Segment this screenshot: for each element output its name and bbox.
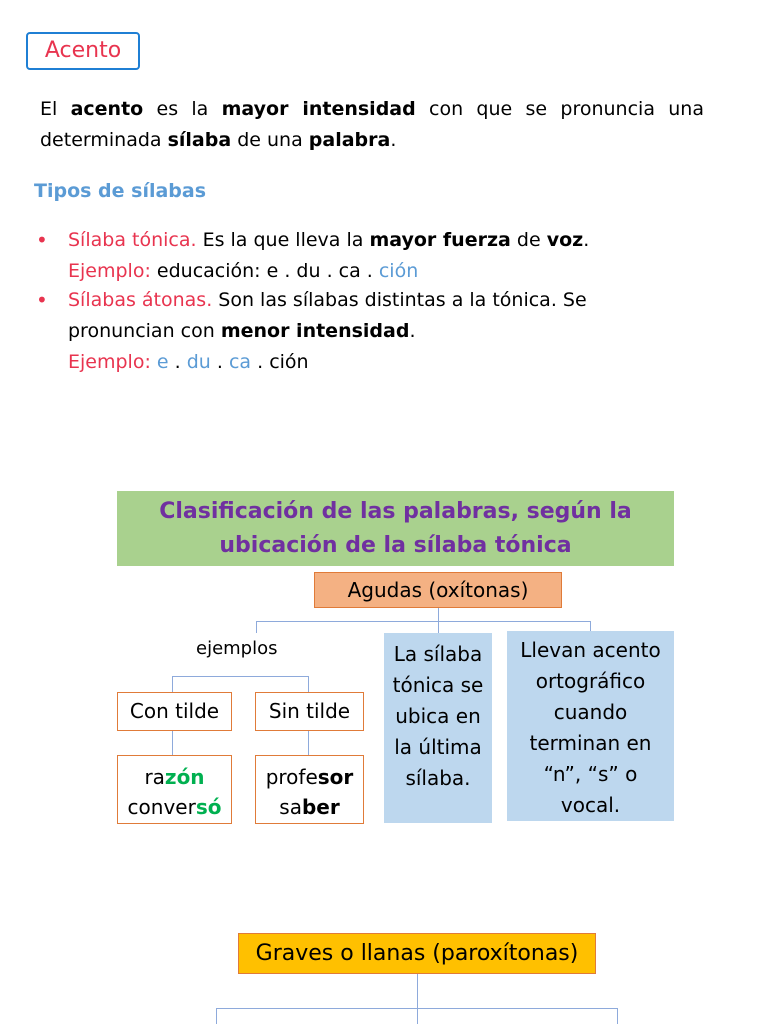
rule-line: ubica en: [395, 704, 481, 728]
agudas-box: Agudas (oxítonas): [314, 572, 562, 608]
rule-line: tónica se: [392, 673, 484, 697]
example-separator: .: [168, 351, 187, 373]
example-stressed-syllable: ción: [378, 260, 419, 282]
bullet-line: [36, 225, 589, 256]
bullet-text: Es la que lleva la: [196, 229, 370, 251]
bullet-dot-icon: •: [36, 288, 48, 312]
types-heading: Tipos de sílabas: [34, 180, 207, 202]
rule-line: terminan en: [529, 731, 652, 755]
bullet-text: .: [583, 229, 590, 251]
bullet-bold: voz: [546, 229, 584, 251]
definition-text: de una: [231, 129, 309, 151]
sin-tilde-examples-box: [255, 755, 364, 824]
connector-line: [417, 974, 418, 1008]
rule-line: vocal.: [560, 793, 621, 817]
bullet-text: pronuncian con: [68, 320, 221, 342]
word-stressed-part: ber: [301, 795, 340, 819]
word-part: sa: [279, 795, 302, 819]
bullet-label: Sílaba tónica.: [68, 229, 197, 251]
connector-line: [617, 1008, 618, 1024]
connector-line: [172, 676, 173, 692]
rule-line: la última: [394, 735, 482, 759]
example-line: [36, 256, 589, 287]
bullet-text: Son las sílabas distintas a la tónica. Se: [212, 289, 587, 311]
definition-bold: acento: [70, 98, 144, 120]
bullet-label: Sílabas átonas.: [68, 289, 213, 311]
con-tilde-box: Con tilde: [117, 692, 232, 731]
example-word: [118, 792, 231, 822]
rule-line: Llevan acento: [520, 638, 661, 662]
definition-bold: palabra: [308, 129, 391, 151]
rule-tonica-box: [384, 633, 492, 823]
example-word: [256, 762, 363, 792]
rule-acento-box: [507, 631, 674, 821]
example-label: Ejemplo:: [68, 351, 151, 373]
example-unstressed-syllable: du: [186, 351, 211, 373]
connector-line: [172, 676, 308, 677]
word-stressed-part: zón: [164, 765, 205, 789]
classification-title-line: ubicación de la sílaba tónica: [219, 533, 572, 558]
bullet-atonas: [36, 285, 587, 378]
definition-text: es la: [143, 98, 222, 120]
word-part: ra: [144, 765, 165, 789]
example-unstressed-syllable: ca: [228, 351, 252, 373]
example-word: [118, 762, 231, 792]
connector-line: [590, 621, 591, 631]
word-part: profe: [265, 765, 318, 789]
classification-title-line: Clasificación de las palabras, según la: [159, 499, 632, 524]
bullet-line: [36, 316, 587, 347]
bullet-text: de: [510, 229, 547, 251]
example-syllables: e . du . ca .: [260, 260, 379, 282]
example-word: educación:: [150, 260, 261, 282]
definition-bold: sílaba: [167, 129, 232, 151]
title-box: [26, 32, 140, 70]
connector-line: [308, 676, 309, 692]
connector-line: [172, 731, 173, 755]
connector-line: [417, 1008, 418, 1024]
classification-title-box: [117, 491, 674, 566]
definition-text: El: [40, 98, 71, 120]
connector-line: [308, 731, 309, 755]
example-separator: .: [251, 351, 270, 373]
connector-line: [256, 621, 590, 622]
example-label: Ejemplo:: [68, 260, 151, 282]
bullet-bold: menor intensidad: [220, 320, 410, 342]
bullet-text: .: [409, 320, 416, 342]
page-title: Acento: [44, 38, 122, 63]
bullet-line: [36, 285, 587, 316]
word-part: conver: [127, 795, 196, 819]
example-separator: .: [210, 351, 229, 373]
definition-text: con que se pronuncia una determinada: [40, 98, 704, 151]
example-line: [36, 347, 587, 378]
bullet-tonica: [36, 225, 589, 287]
con-tilde-examples-box: [117, 755, 232, 824]
rule-line: “n”, “s” o: [543, 762, 638, 786]
sin-tilde-box: Sin tilde: [255, 692, 364, 731]
word-stressed-part: só: [195, 795, 222, 819]
graves-box: Graves o llanas (paroxítonas): [238, 933, 596, 974]
rule-line: La sílaba: [393, 642, 483, 666]
word-stressed-part: sor: [317, 765, 354, 789]
bullet-dot-icon: •: [36, 228, 48, 252]
rule-line: cuando: [553, 700, 628, 724]
definition-text: .: [390, 129, 397, 151]
connector-line: [256, 621, 257, 633]
example-unstressed-syllable: e: [156, 351, 169, 373]
connector-line: [438, 608, 439, 621]
ejemplos-label: ejemplos: [196, 638, 278, 659]
bullet-bold: mayor fuerza: [369, 229, 511, 251]
connector-line: [438, 621, 439, 633]
connector-line: [216, 1008, 217, 1024]
example-word: [256, 792, 363, 822]
rule-line: ortográfico: [535, 669, 646, 693]
rule-line: sílaba.: [405, 766, 471, 790]
definition-paragraph: [40, 94, 704, 156]
definition-bold: mayor intensidad: [221, 98, 416, 120]
example-stressed-syllable: ción: [269, 351, 309, 373]
